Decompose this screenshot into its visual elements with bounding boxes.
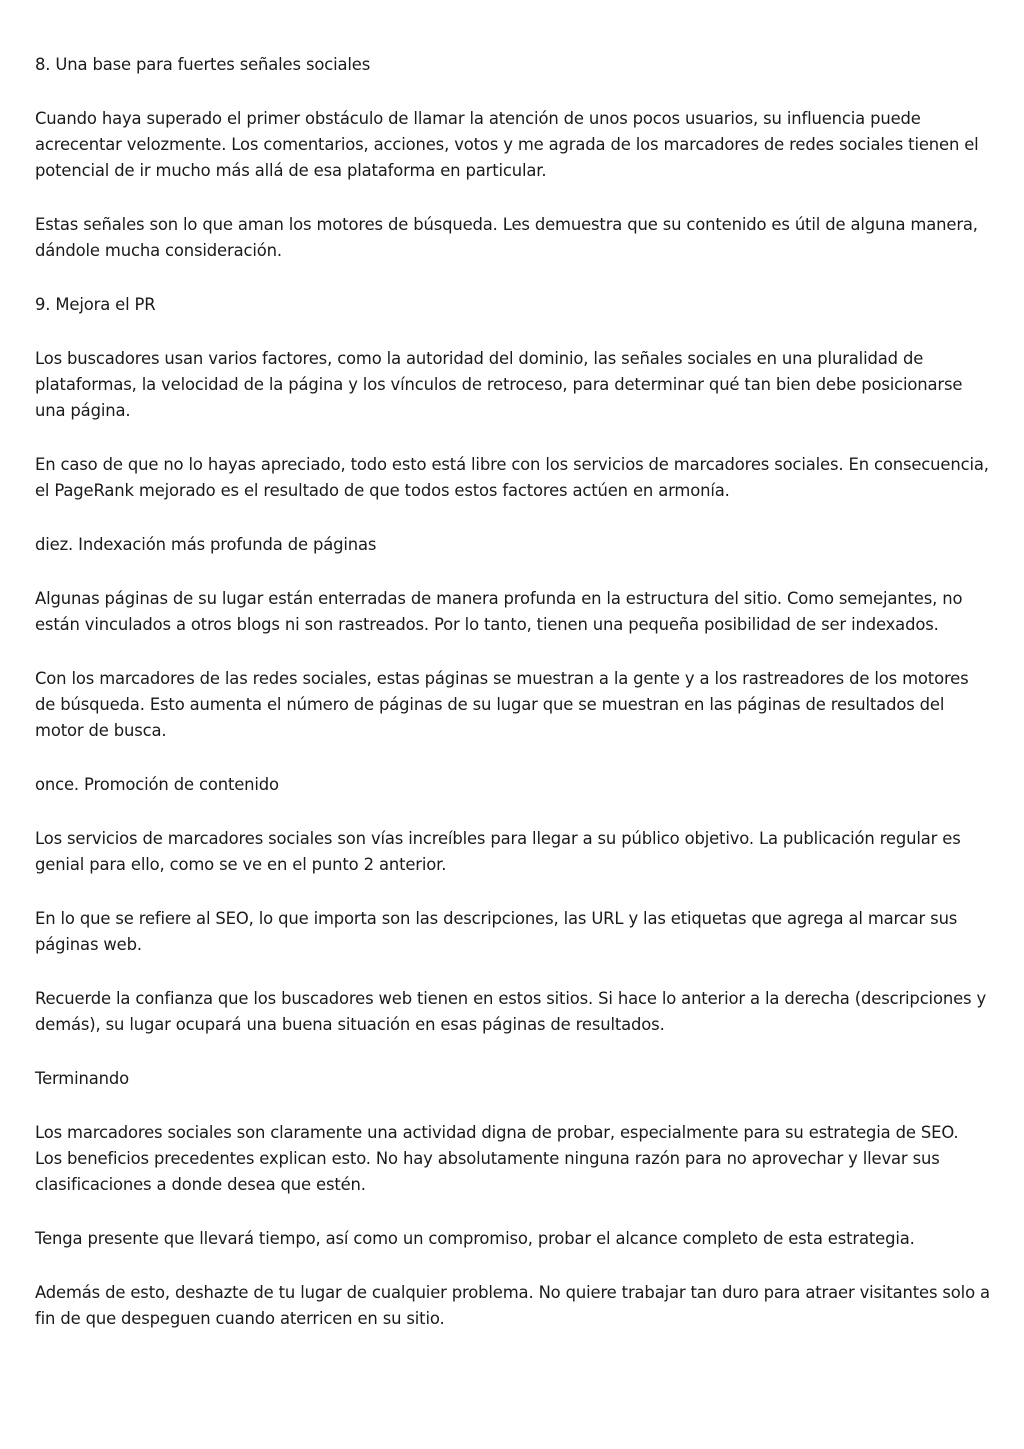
body-paragraph: En caso de que no lo hayas apreciado, todo esto está libre con los servicios de marcadores sociales. En consecuencia, el PageRank mejorado es el resultado de que todos estos factores actúen en armonía. (35, 455, 989, 500)
body-paragraph: Los buscadores usan varios factores, como la autoridad del dominio, las señales sociales en una pluralidad de plataformas, la velocidad de la página y los vínculos de retroceso, para determinar qué tan bien debe posicionarse una página. (35, 349, 963, 420)
section-heading: 8. Una base para fuertes señales sociales (35, 55, 371, 74)
body-paragraph: Además de esto, deshazte de tu lugar de cualquier problema. No quiere trabajar tan duro para atraer visitantes solo a fin de que despeguen cuando aterricen en su sitio. (35, 1283, 990, 1328)
body-paragraph: Recuerde la confianza que los buscadores web tienen en estos sitios. Si hace lo anterior a la derecha (descripciones y demás), su lugar ocupará una buena situación en esas páginas de resultados. (35, 989, 987, 1034)
body-paragraph: Con los marcadores de las redes sociales, estas páginas se muestran a la gente y a los rastreadores de los motores de búsqueda. Esto aumenta el número de páginas de su lugar que se muestran en las páginas de resultados del motor de busca. (35, 669, 969, 740)
document-page (35, 52, 990, 1360)
body-paragraph: Cuando haya superado el primer obstáculo de llamar la atención de unos pocos usuarios, su influencia puede acrecentar velozmente. Los comentarios, acciones, votos y me agrada de los marcadores de redes sociales tienen el potencial de ir mucho más allá de esa plataforma en particular. (35, 109, 979, 180)
section-heading: diez. Indexación más profunda de páginas (35, 535, 377, 554)
body-paragraph: Estas señales son lo que aman los motores de búsqueda. Les demuestra que su contenido es útil de alguna manera, dándole mucha consideración. (35, 215, 978, 260)
body-paragraph: Algunas páginas de su lugar están enterradas de manera profunda en la estructura del sitio. Como semejantes, no están vinculados a otros blogs ni son rastreados. Por lo tanto, tienen una pequeña posibilidad de ser indexados. (35, 589, 963, 634)
body-paragraph: Los servicios de marcadores sociales son vías increíbles para llegar a su público objetivo. La publicación regular es genial para ello, como se ve en el punto 2 anterior. (35, 829, 961, 874)
body-paragraph: En lo que se refiere al SEO, lo que importa son las descripciones, las URL y las etiquetas que agrega al marcar sus páginas web. (35, 909, 958, 954)
body-paragraph: Los marcadores sociales son claramente una actividad digna de probar, especialmente para su estrategia de SEO. Los beneficios precedentes explican esto. No hay absolutamente ninguna razón para no aprovechar y llevar sus clasificaciones a donde desea que estén. (35, 1123, 959, 1194)
section-heading: once. Promoción de contenido (35, 775, 279, 794)
section-heading: 9. Mejora el PR (35, 295, 156, 314)
section-heading: Terminando (35, 1069, 130, 1088)
body-paragraph: Tenga presente que llevará tiempo, así como un compromiso, probar el alcance completo de esta estrategia. (35, 1229, 915, 1248)
